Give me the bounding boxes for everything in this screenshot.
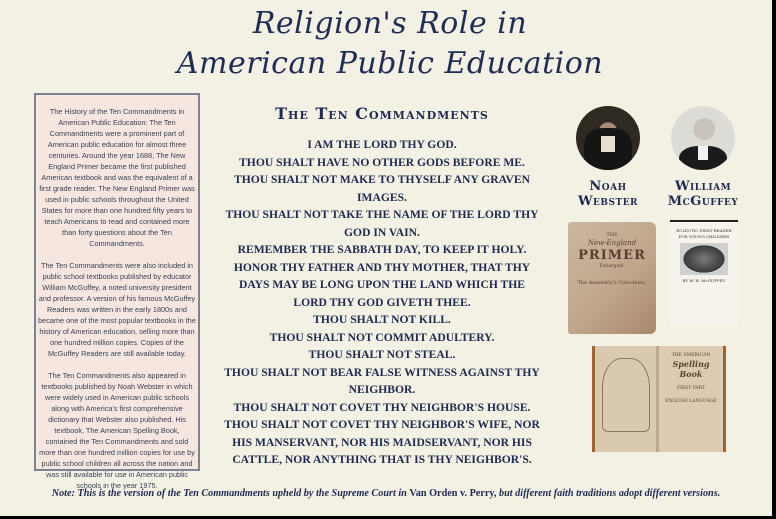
title-page <box>662 352 720 405</box>
commandment-line: THOU SHALT NOT COVET THY NEIGHBOR'S HOUSE. <box>233 400 531 414</box>
footnote <box>0 488 772 499</box>
poster-title <box>150 4 630 84</box>
frontispiece-portrait <box>602 358 650 432</box>
note-text: but different faith traditions adopt different versions. <box>496 488 721 499</box>
book-text: THE AMERICAN <box>671 353 711 358</box>
commandment-line: THOU SHALT NOT KILL. <box>313 313 451 326</box>
commandment-line: THOU SHALT NOT TAKE THE NAME OF THE LORD THY GOD IN VAIN. <box>225 208 539 239</box>
note-text: Note: This is the version of the Ten Commandments upheld by the Supreme Court <box>51 488 399 499</box>
person-name <box>563 179 653 209</box>
commandment-line: I AM THE LORD THY GOD. <box>307 138 457 151</box>
person-last-name: Webster <box>577 194 639 209</box>
engraving-illustration <box>680 243 728 275</box>
note-text: in <box>398 488 410 499</box>
commandment-line: THOU SHALT NOT COMMIT ADULTERY. <box>269 330 495 344</box>
title-line-1: Religion's Role in <box>252 6 528 41</box>
book-text: THE <box>606 232 618 238</box>
person-william-mcguffey <box>658 106 748 209</box>
book-text: BY W. H. McGUFFEY <box>682 278 726 283</box>
case-name: Van Orden v. Perry, <box>409 488 497 499</box>
commandment-line: THOU SHALT HAVE NO OTHER GODS BEFORE ME. <box>239 155 525 169</box>
commandment-line: THOU SHALT NOT BEAR FALSE WITNESS AGAINST THY NEIGHBOR. <box>224 365 540 396</box>
person-first-name: William <box>674 179 732 194</box>
commandment-line: THOU SHALT NOT STEAL. <box>308 348 456 361</box>
book-text: ECLECTIC FIRST READER <box>676 228 732 233</box>
person-last-name: McGuffey <box>667 194 739 209</box>
title-line-2: American Public Education <box>176 46 604 81</box>
person-name <box>658 179 748 209</box>
history-paragraph-3: The Ten Commandments also appeared in textbooks published by Noah Webster in which were widely used in American public schools along with America's first comprehensive dictionary that Webster also published. His textbook, The American Spelling Book, contained the Ten Commandments and sold more than one hundred million copies for use by public school children all across the nation and was still available for use in American public schools in the year 1975. <box>39 371 195 490</box>
new-england-primer-image <box>568 222 656 334</box>
book-text: The Assembly's Catechism. <box>577 280 647 286</box>
history-paragraph-1: The History of the Ten Commandments in American Public Education: The Ten Commandments were a prominent part of American public education for almost three centuries. Around the year 1688, The New England Primer became the first published American textbook and was the equivalent of a first grade reader. The New England Primer was used in public schools throughout the United States for more than one hundred fifty years to teach Americans to read and contained more than forty questions about the Ten Commandments. <box>39 107 195 248</box>
commandments-list <box>222 136 542 469</box>
person-noah-webster <box>563 106 653 209</box>
commandment-line: THOU SHALT NOT COVET THY NEIGHBOR'S WIFE, NOR HIS MANSERVANT, NOR HIS MAIDSERVANT, NOR HIS CATTLE, NOR ANYTHING THAT IS THY NEIGHBOR'S. <box>224 418 540 466</box>
book-text: FIRST PART <box>677 386 705 391</box>
book-text: ENGLISH LANGUAGE <box>665 399 717 404</box>
commandments-heading: The Ten Commandments <box>275 104 489 123</box>
book-text: New-England <box>587 239 637 247</box>
william-mcguffey-portrait <box>671 106 735 170</box>
commandment-line: REMEMBER THE SABBATH DAY, TO KEEP IT HOLY. <box>237 243 527 256</box>
history-text-box <box>34 93 200 490</box>
history-paragraph-2: The Ten Commandments were also included in public school textbooks published by educator William McGuffey, a noted university president and professor. A version of his famous McGuffey Readers was written in the early 1800s and became one of the most popular textbooks in the history of American education, selling more than one hundred million copies. Copies of the McGuffey Readers are still available today. <box>38 261 196 358</box>
book-text: FOR YOUNG CHILDREN <box>678 234 730 239</box>
american-spelling-book-image <box>592 346 726 452</box>
commandment-line: HONOR THY FATHER AND THY MOTHER, THAT THY DAYS MAY BE LONG UPON THE LAND WHICH THE LORD THY GOD GIVETH THEE. <box>233 260 531 309</box>
person-first-name: Noah <box>589 179 627 194</box>
noah-webster-portrait <box>576 106 640 170</box>
book-text: PRIMER <box>578 248 646 263</box>
book-text: Spelling Book <box>672 359 710 379</box>
book-text: Enlarged. <box>599 263 625 269</box>
commandment-line: THOU SHALT NOT MAKE TO THYSELF ANY GRAVEN IMAGES. <box>233 173 531 204</box>
mcguffey-reader-image <box>670 220 738 326</box>
